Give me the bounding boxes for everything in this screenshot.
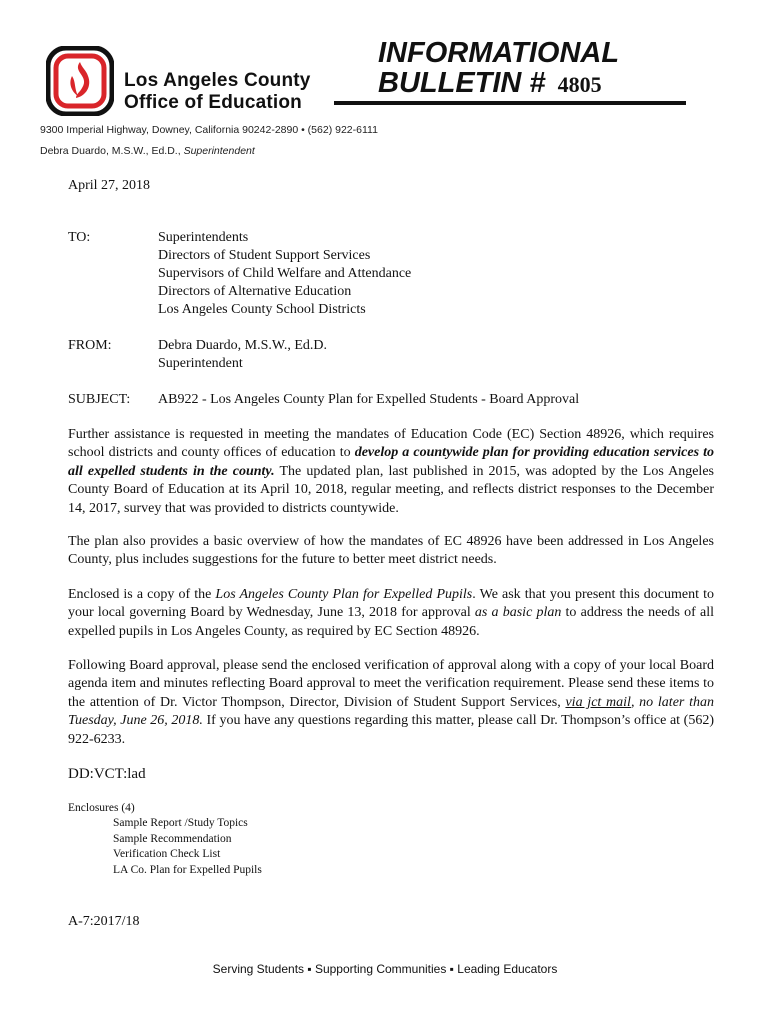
jct-mail-link: via jct mail [565, 694, 631, 710]
recipient-line: Directors of Alternative Education [158, 284, 352, 299]
paragraph-1 [68, 426, 714, 518]
recipient-line: Supervisors of Child Welfare and Attendance [158, 266, 412, 281]
recipient-line: Los Angeles County School Districts [158, 302, 366, 317]
p3-text-mid: . We ask that you present this document to your local governing Board by Wednesday, June 13, 2018 for approval [68, 587, 714, 621]
paragraph-2: The plan also provides a basic overview of how the mandates of EC 48926 have been addressed in Los Angeles County, plus includes suggestions for the future to better meet district needs. [68, 534, 714, 568]
sender-title: Superintendent [158, 356, 243, 371]
bulletin-label: BULLETIN # [378, 67, 546, 99]
to-label: TO: [68, 230, 91, 245]
org-name-line1: Los Angeles County [124, 70, 311, 91]
p3-emphasis: as a basic plan [474, 605, 562, 621]
from-sender [158, 337, 327, 373]
to-recipients [158, 229, 411, 319]
recipient-line: Superintendents [158, 230, 249, 245]
from-label: FROM: [68, 338, 112, 353]
p3-text: Enclosed is a copy of the [68, 587, 216, 602]
footer-tagline: Serving Students ▪ Supporting Communities ▪ Leading Educators [212, 962, 558, 976]
plan-title: Los Angeles County Plan for Expelled Pupils [215, 587, 473, 602]
bulletin-number: 4805 [557, 72, 602, 97]
p1-text: Further assistance is requested in meeting the mandates of Education Code (EC) Section 48926, which requires school districts and county offices of education to [68, 427, 714, 461]
bulletin-title-line2 [378, 68, 619, 100]
p4-text: Following Board approval, please send the enclosed verification of approval along with a copy of your local Board agenda item and minutes reflecting Board approval to meet the verification requirement. Please send these items to the attention of Dr. Victor Thompson, Director, Division of Student Support Services, [68, 658, 714, 710]
document-code: A-7:2017/18 [68, 914, 140, 929]
p4-text-end: If you have any questions regarding this matter, please call Dr. Thompson’s office at (562) 922-6233. [68, 713, 714, 747]
enclosures-list [113, 816, 262, 878]
sender-name: Debra Duardo, M.S.W., Ed.D. [158, 338, 328, 353]
superintendent-name: Debra Duardo, M.S.W., Ed.D., [40, 145, 184, 157]
superintendent-title: Superintendent [183, 145, 255, 157]
reference-initials: DD:VCT:lad [68, 766, 146, 782]
p4-deadline: , no later than Tuesday, June 26, 2018. [68, 694, 714, 729]
header-rule [334, 101, 686, 105]
enclosures-label: Enclosures (4) [68, 802, 135, 814]
org-name-line2: Office of Education [124, 92, 302, 113]
office-address: 9300 Imperial Highway, Downey, California 90242-2890 • (562) 922-6111 [40, 124, 378, 136]
bulletin-title-line1: INFORMATIONAL [378, 37, 620, 69]
p3-text-end: to address the needs of all expelled pupils in Los Angeles County, as required by EC Section 48926. [68, 605, 714, 639]
bulletin-heading [378, 38, 619, 100]
lacoe-logo [46, 46, 114, 116]
org-name [124, 70, 311, 114]
p1-emphasis: develop a countywide plan for providing education services to all expelled students in the county. [68, 445, 714, 479]
enclosure-item: LA Co. Plan for Expelled Pupils [113, 863, 262, 876]
superintendent-line [40, 145, 255, 157]
memo-date: April 27, 2018 [68, 178, 151, 193]
subject-label: SUBJECT: [68, 392, 131, 407]
recipient-line: Directors of Student Support Services [158, 248, 371, 263]
enclosure-item: Sample Report /Study Topics [113, 817, 248, 829]
enclosure-item: Sample Recommendation [113, 832, 232, 845]
paragraph-4 [68, 657, 714, 749]
enclosure-item: Verification Check List [113, 848, 221, 860]
p1-text-end: The updated plan, last published in 2015, was adopted by the Los Angeles County Board of Education at its April 10, 2018, regular meeting, and reflects district responses to the December 14, 2017, survey that was provided to districts countywide. [68, 463, 714, 516]
paragraph-3 [68, 586, 714, 641]
subject-text: AB922 - Los Angeles County Plan for Expelled Students - Board Approval [158, 392, 580, 407]
